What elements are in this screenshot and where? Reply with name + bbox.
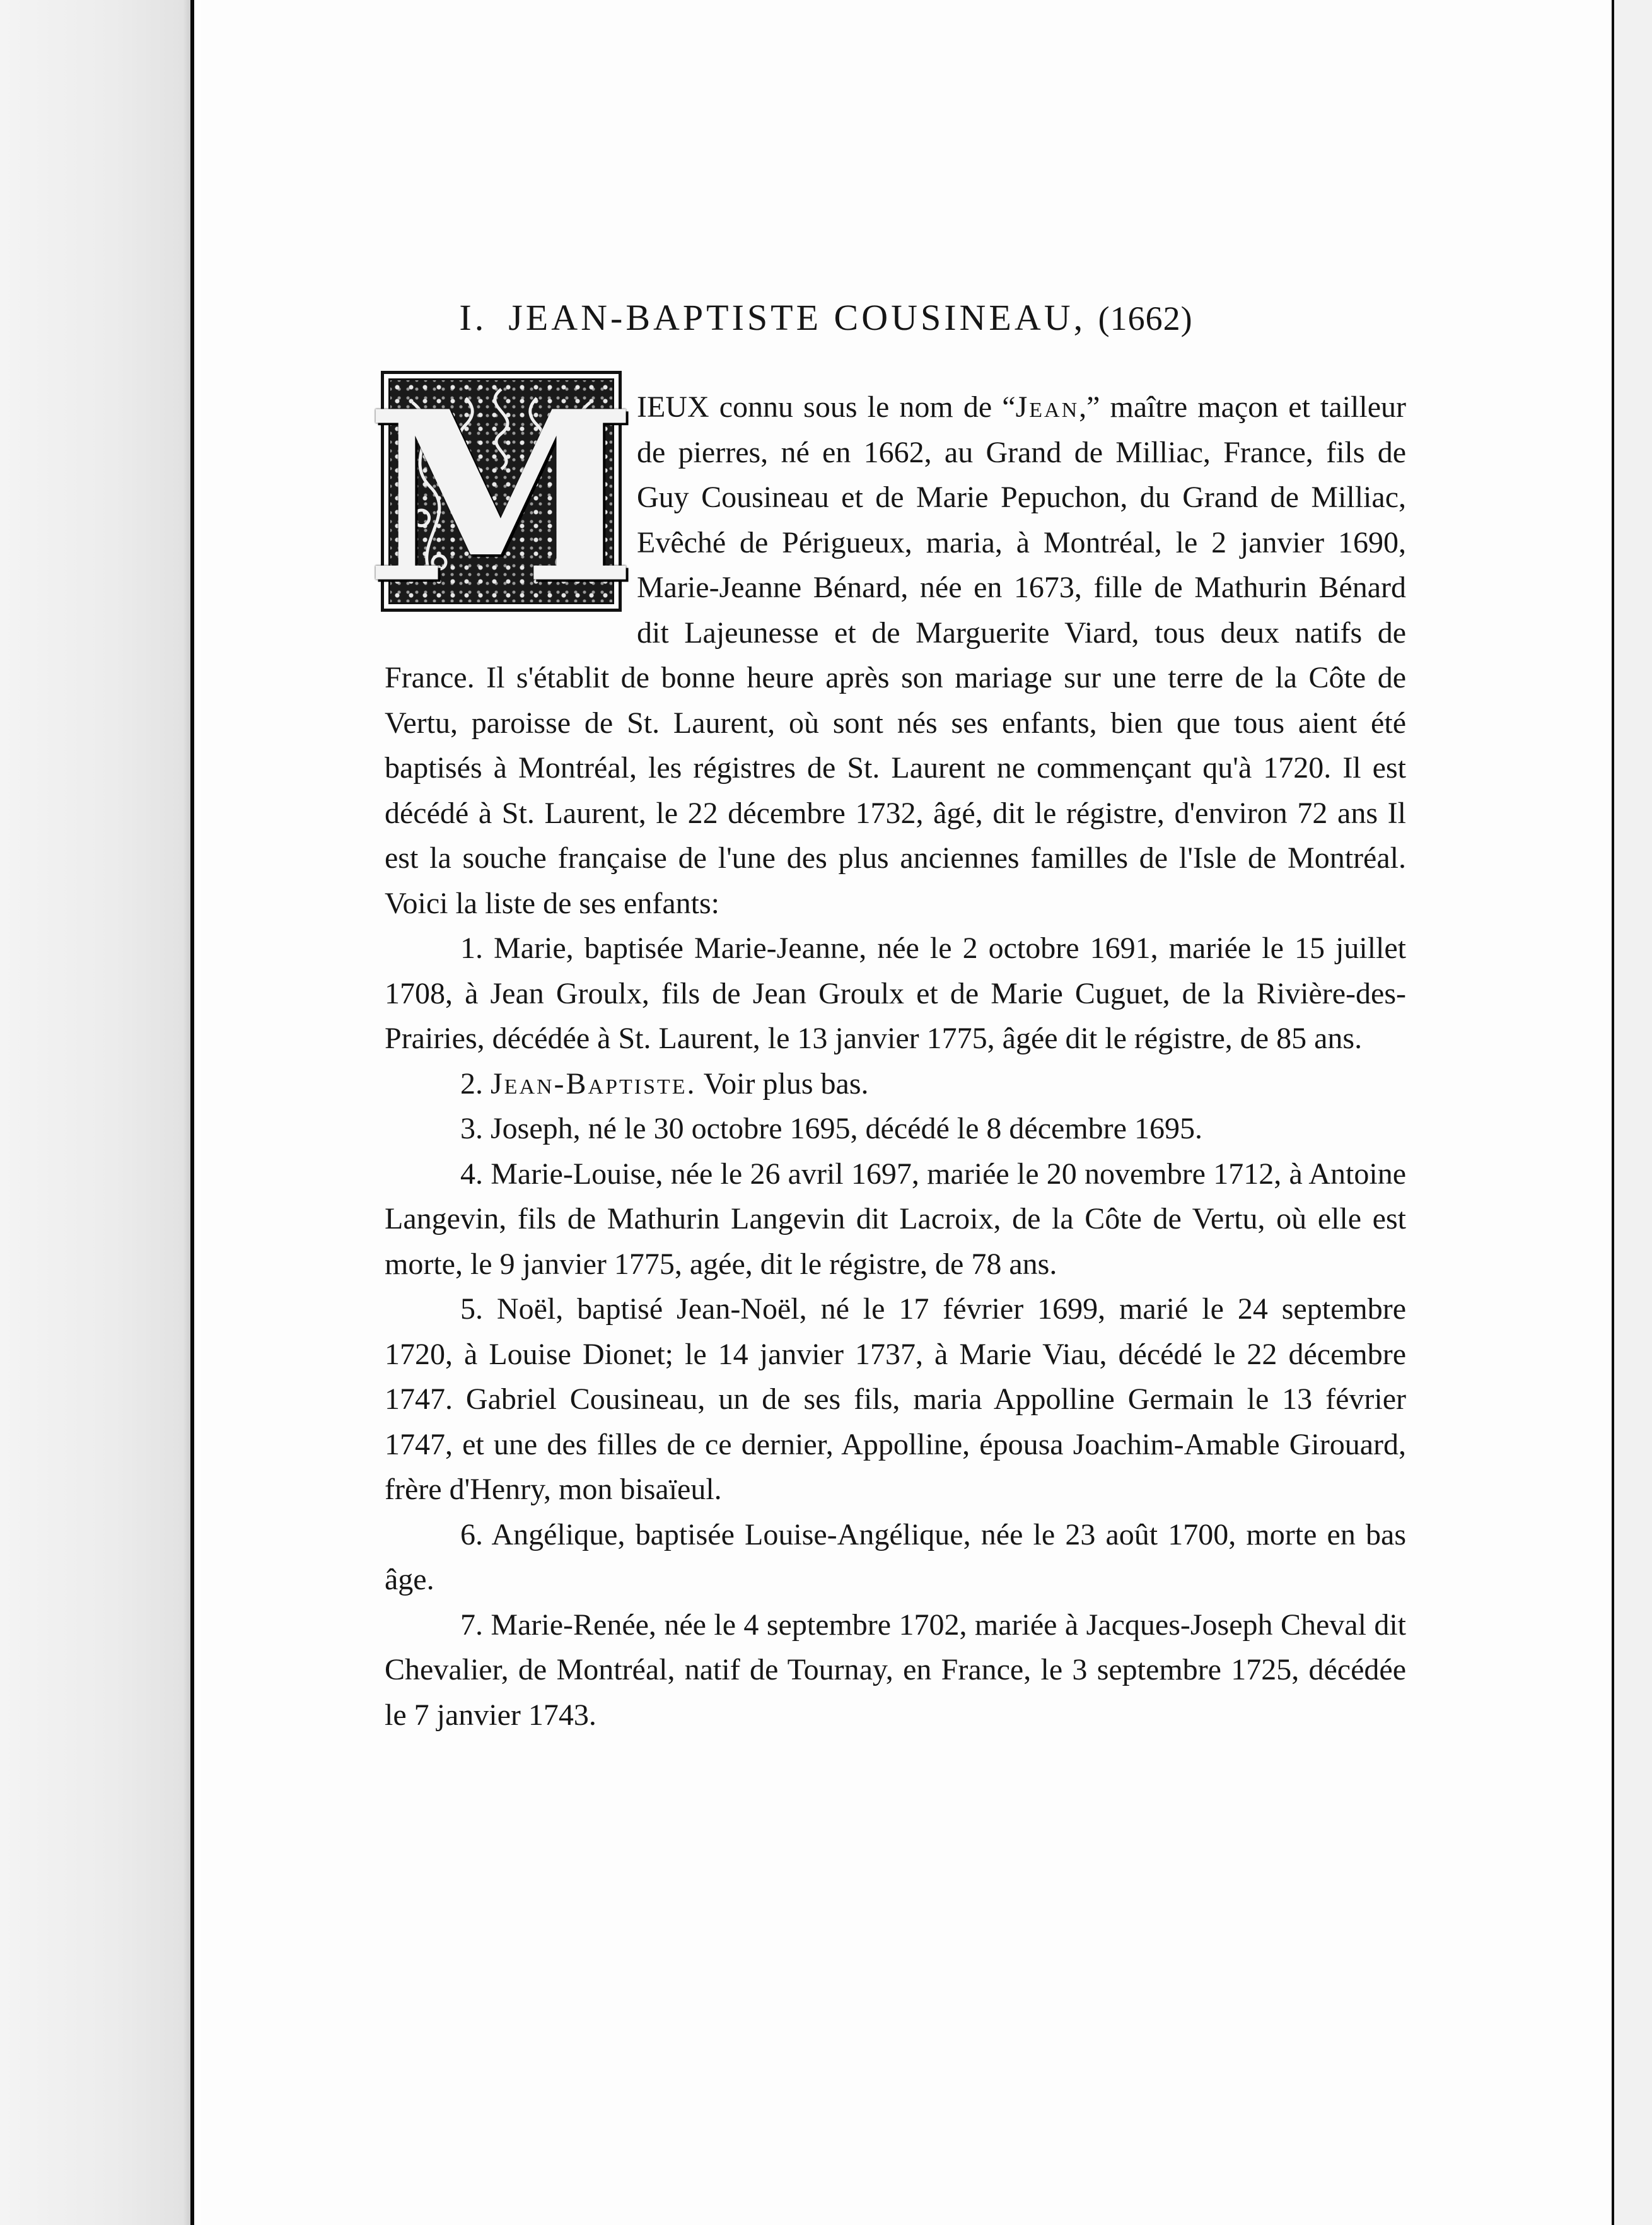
child-entry-2	[385, 1061, 1406, 1107]
chapter-heading	[0, 296, 1652, 339]
child-entry-4: 4. Marie-Louise, née le 26 avril 1697, mariée le 20 novembre 1712, à Antoine Langevin, fils de Mathurin Langevin dit Lacroix, de la Côte de Vertu, où elle est morte, le 9 janvier 1775, agée, dit le régistre, de 78 ans.	[385, 1157, 1406, 1281]
heading-year: (1662)	[1098, 300, 1193, 337]
intro-jean: Jean	[1015, 390, 1079, 424]
child-entry-7: 7. Marie-Renée, née le 4 septembre 1702, mariée à Jacques-Joseph Cheval dit Chevalier, de Montréal, natif de Tournay, en France, le 3 septembre 1725, décédée le 7 janvier 1743.	[385, 1608, 1406, 1732]
child-entry-1: 1. Marie, baptisée Marie-Jeanne, née le 2 octobre 1691, mariée le 15 juillet 1708, à Jean Groulx, fils de Jean Groulx et de Marie Cuguet, de la Rivière-des-Prairies, décédée à St. Laurent, le 13 janvier 1775, âgée dit le régistre, de 85 ans.	[385, 931, 1406, 1055]
child-entry-3: 3. Joseph, né le 30 octobre 1695, décédé le 8 décembre 1695.	[460, 1112, 1202, 1145]
child-entry-6: 6. Angélique, baptisée Louise-Angélique, née le 23 août 1700, morte en bas âge.	[385, 1517, 1406, 1596]
drop-cap-ornament	[365, 359, 637, 635]
body-text	[365, 359, 1406, 1737]
child-entry-2-note: Voir plus bas.	[703, 1066, 869, 1101]
child-entry-2-number: 2.	[460, 1066, 483, 1101]
heading-number: I.	[459, 297, 487, 338]
intro-text-rest: ,” maître maçon et tailleur de pierres, né en 1662, au Grand de Milliac, France, fils de Guy Cousineau et de Marie Pepuchon, du Grand de Milliac, Evêché de Périgueux, maria, à Montréal, le 2 janvier 1690, Marie-Jeanne Bénard, née en 1673, fille de Mathurin Bénard dit Lajeunesse et de Marguerite Viard, tous deux natifs de France. Il s'établit de bonne heure après son mariage sur une terre de la Côte de Vertu, paroisse de St. Laurent, où sont nés ses enfants, bien que tous aient été baptisés à Montréal, les régistres de St. Laurent ne commençant qu'à 1720. Il est décédé à St. Laurent, le 22 décembre 1732, âgé, dit le régistre, d'environ 72 ans Il est la souche française de l'une des plus anciennes familles de l'Isle de Montréal. Voici la liste de ses enfants:	[385, 390, 1406, 920]
heading-name: JEAN-BAPTISTE COUSINEAU,	[508, 297, 1086, 338]
drop-cap	[365, 359, 637, 635]
drop-cap-letter: M	[365, 359, 637, 635]
child-entry-2-name: Jean-Baptiste.	[491, 1066, 697, 1101]
child-entry-5: 5. Noël, baptisé Jean-Noël, né le 17 février 1699, marié le 24 septembre 1720, à Louise Dionet; le 14 janvier 1737, à Marie Viau, décédé le 22 décembre 1747. Gabriel Cousineau, un de ses fils, maria Appolline Germain le 13 février 1747, et une des filles de ce dernier, Appolline, épousa Joachim-Amable Girouard, frère d'Henry, mon bisaïeul.	[385, 1292, 1406, 1506]
intro-text-start: IEUX connu sous le nom de “	[637, 390, 1016, 424]
